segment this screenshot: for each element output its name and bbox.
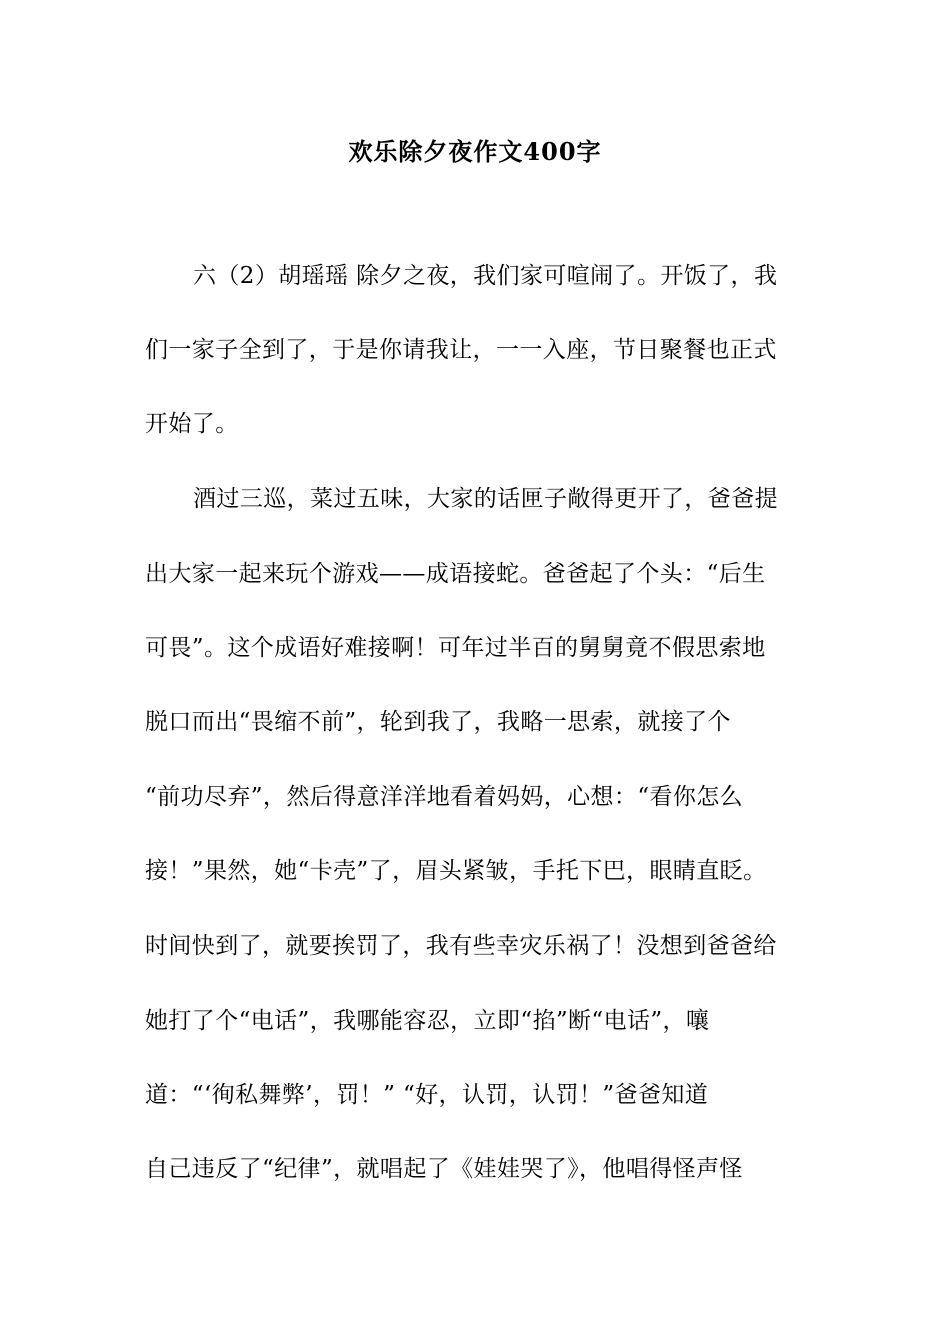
text-line-12: 道：“‘徇私舞弊’，罚！” “好，认罚，认罚！”爸爸知道 [145,1082,709,1108]
text-line-11: 她打了个“电话”，我哪能容忍，立即“掐”断“电话”，嚷 [145,1008,710,1034]
document-title: 欢乐除夕夜作文400字 [348,137,602,166]
text-line-10: 时间快到了，就要挨罚了，我有些幸灾乐祸了！没想到爸爸给 [145,933,777,959]
text-line-8: “前功尽弃”，然后得意洋洋地看着妈妈，心想：“看你怎么 [145,784,744,810]
text-line-13: 自己违反了“纪律”，就唱起了《娃娃哭了》，他唱得怪声怪 [145,1156,743,1182]
text-line-6: 可畏”。这个成语好难接啊！可年过半百的舅舅竟不假思索地 [145,635,766,661]
text-line-3: 开始了。 [145,411,239,437]
text-line-1: 六（2）胡瑶瑶 除夕之夜，我们家可喧闹了。开饭了，我 [193,263,778,289]
text-line-7: 脱口而出“畏缩不前”，轮到我了，我略一思索，就接了个 [145,709,731,735]
text-line-9: 接！”果然，她“卡壳”了，眉头紧皱，手托下巴，眼睛直眨。 [145,858,767,884]
text-line-4: 酒过三巡，菜过五味，大家的话匣子敞得更开了，爸爸提 [193,486,778,512]
text-line-2: 们一家子全到了，于是你请我让，一一入座，节日聚餐也正式 [145,337,777,363]
text-line-5: 出大家一起来玩个游戏——成语接蛇。爸爸起了个头：“后生 [145,561,766,587]
